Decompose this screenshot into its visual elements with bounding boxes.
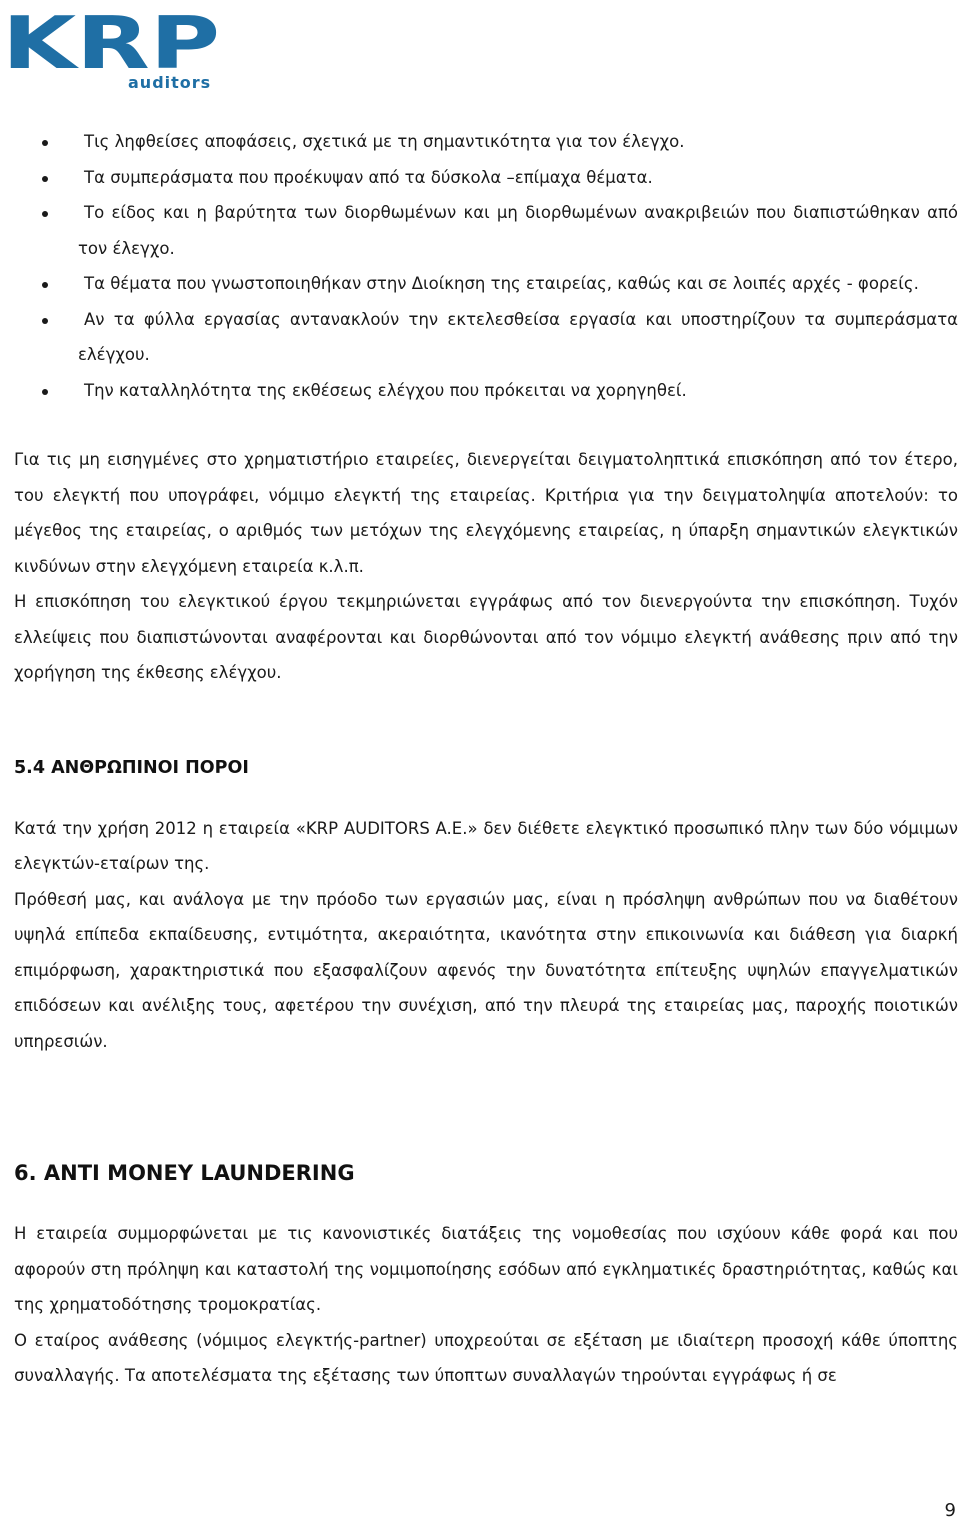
bullet-icon	[42, 140, 48, 146]
paragraph: Η εταιρεία συμμορφώνεται με τις κανονιστικές διατάξεις της νομοθεσίας που ισχύουν κάθε φορά και που αφορούν στη πρόληψη και καταστολή της νομιμοποίησης εσόδων από εγκληματικές δραστηριότητας, καθώς και της χρηματοδότησης τρομοκρατίας.	[14, 1224, 958, 1314]
logo-subtext: auditors	[128, 73, 212, 92]
paragraph: Για τις μη εισηγμένες στο χρηματιστήριο εταιρείες, διενεργείται δειγματοληπτικά επισκόπηση από τον έτερο, του ελεγκτή που υπογράφει, νόμιμο ελεγκτή της εταιρείας. Κριτήρια για την δειγματοληψία αποτελούν: το μέγεθος της εταιρείας, ο αριθμός των μετόχων της ελεγχόμενης εταιρείας, η ύπαρξη σημαντικών ελεγκτικών κινδύνων στην ελεγχόμενη εταιρεία κ.λ.π.	[14, 450, 958, 576]
paragraph: Η επισκόπηση του ελεγκτικού έργου τεκμηριώνεται εγγράφως από τον διενεργούντα την επισκόπηση. Τυχόν ελλείψεις που διαπιστώνονται αναφέρονται και διορθώνονται από τον νόμιμο ελεγκτή ανάθεσης πριν από την χορήγηση της έκθεσης ελέγχου.	[14, 592, 958, 682]
krp-auditors-logo	[0, 6, 230, 92]
paragraph: Πρόθεσή μας, και ανάλογα με την πρόοδο των εργασιών μας, είναι η πρόσληψη ανθρώπων που να διαθέτουν υψηλά επίπεδα εκπαίδευσης, εντιμότητα, ακεραιότητα, ικανότητα στην επικοινωνία και διάθεση για διαρκή επιμόρφωση, χαρακτηριστικά που εξασφαλίζουν αφενός την δυνατότητα επίτευξης υψηλών επαγγελματικών επιδόσεων και ανέλιξης τους, αφετέρου την συνέχιση, από την πλευρά της εταιρείας μας, παροχής ποιοτικών υπηρεσιών.	[14, 889, 958, 1051]
bullet-icon	[42, 318, 48, 324]
section-heading: 6. ANTI MONEY LAUNDERING	[14, 1161, 355, 1185]
list-item: Τις ληφθείσες αποφάσεις, σχετικά με τη σημαντικότητα για τον έλεγχο.	[14, 124, 958, 160]
list-item: Αν τα φύλλα εργασίας αντανακλούν την εκτελεσθείσα εργασία και υποστηρίζουν τα συμπεράσματα ελέγχου.	[14, 302, 958, 373]
paragraph: Κατά την χρήση 2012 η εταιρεία «KRP AUDITORS A.E.» δεν διέθετε ελεγκτικό προσωπικό πλην των δύο νόμιμων ελεγκτών-εταίρων της.	[14, 818, 958, 873]
page-number: 9	[944, 1500, 956, 1521]
bullet-icon	[42, 389, 48, 395]
section-heading: 5.4 ΑΝΘΡΩΠΙΝΟΙ ΠΟΡΟΙ	[14, 757, 249, 778]
list-item: Το είδος και η βαρύτητα των διορθωμένων και μη διορθωμένων ανακριβειών που διαπιστώθηκαν από τον έλεγχο.	[14, 195, 958, 266]
bullet-icon	[42, 282, 48, 288]
bullet-list	[14, 124, 958, 408]
list-item: Τα συμπεράσματα που προέκυψαν από τα δύσκολα –επίμαχα θέματα.	[14, 160, 958, 196]
logo-text: KRP	[2, 6, 220, 85]
list-item: Την καταλληλότητα της εκθέσεως ελέγχου που πρόκειται να χορηγηθεί.	[14, 373, 958, 409]
document-page	[14, 124, 958, 1394]
list-item: Τα θέματα που γνωστοποιηθήκαν στην Διοίκηση της εταιρείας, καθώς και σε λοιπές αρχές - φορείς.	[14, 266, 958, 302]
paragraph: Ο εταίρος ανάθεσης (νόμιμος ελεγκτής-partner) υποχρεούται σε εξέταση με ιδιαίτερη προσοχή κάθε ύποπτης συναλλαγής. Τα αποτελέσματα της εξέτασης των ύποπτων συναλλαγών τηρούνται εγγράφως ή σε	[14, 1330, 958, 1385]
bullet-icon	[42, 176, 48, 182]
bullet-icon	[42, 211, 48, 217]
